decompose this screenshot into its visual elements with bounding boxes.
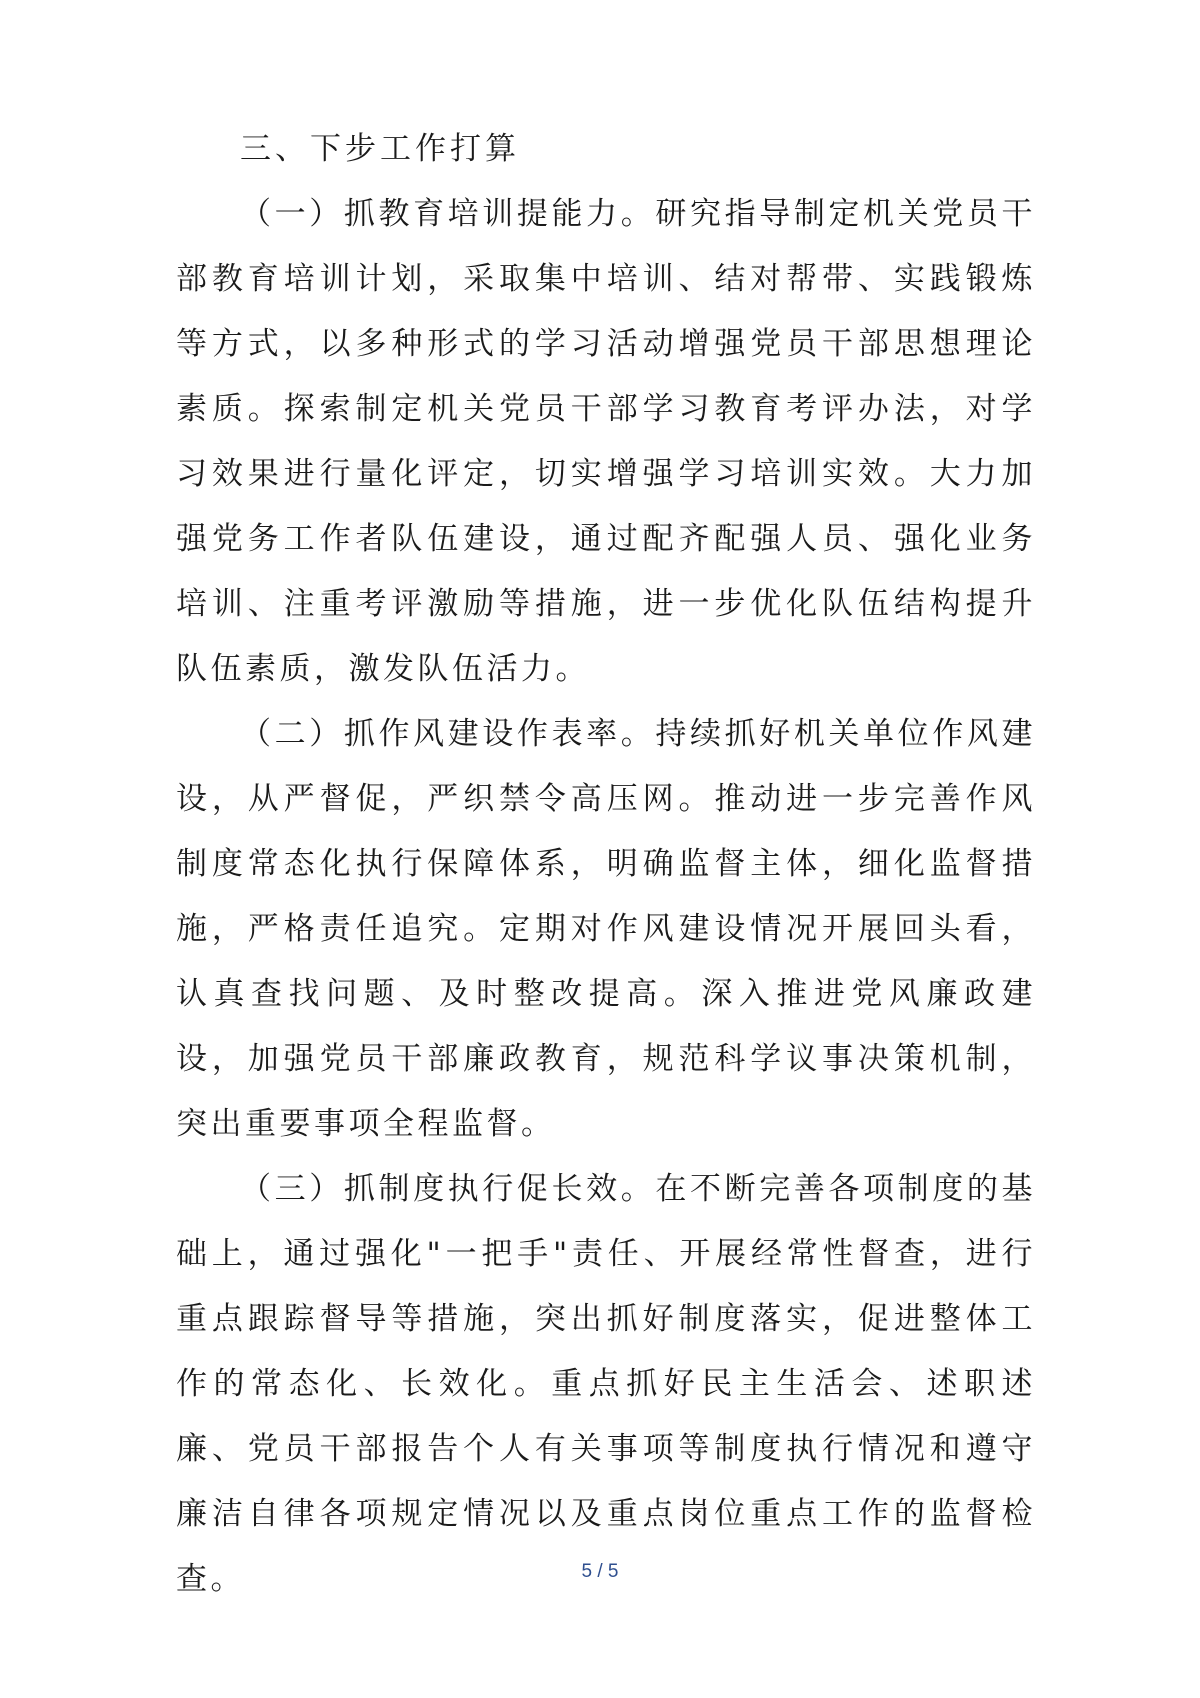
page-number: 5 / 5 [581, 1561, 619, 1582]
paragraph-system-execution: （三）抓制度执行促长效。在不断完善各项制度的基础上，通过强化"一把手"责任、开展经常性督查，进行重点跟踪督导等措施，突出抓好制度落实，促进整体工作的常态化、长效化。重点抓好民主生活会、述职述廉、党员干部报告个人有关事项等制度执行情况和遵守廉洁自律各项规定情况以及重点岗位重点工作的监督检查。 [176, 1171, 1036, 1597]
paragraph-education-training: （一）抓教育培训提能力。研究指导制定机关党员干部教育培训计划，采取集中培训、结对帮带、实践锻炼等方式，以多种形式的学习活动增强党员干部思想理论素质。探索制定机关党员干部学习教育考评办法，对学习效果进行量化评定，切实增强学习培训实效。大力加强党务工作者队伍建设，通过配齐配强人员、强化业务培训、注重考评激励等措施，进一步优化队伍结构提升队伍素质，激发队伍活力。 [176, 196, 1036, 687]
section-heading: 三、下步工作打算 [240, 131, 520, 167]
paragraph-work-style: （二）抓作风建设作表率。持续抓好机关单位作风建设，从严督促，严织禁令高压网。推动进一步完善作风制度常态化执行保障体系，明确监督主体，细化监督措施，严格责任追究。定期对作风建设情况开展回头看，认真查找问题、及时整改提高。深入推进党风廉政建设，加强党员干部廉政教育，规范科学议事决策机制，突出重要事项全程监督。 [176, 716, 1036, 1142]
document-body [176, 117, 1036, 1612]
